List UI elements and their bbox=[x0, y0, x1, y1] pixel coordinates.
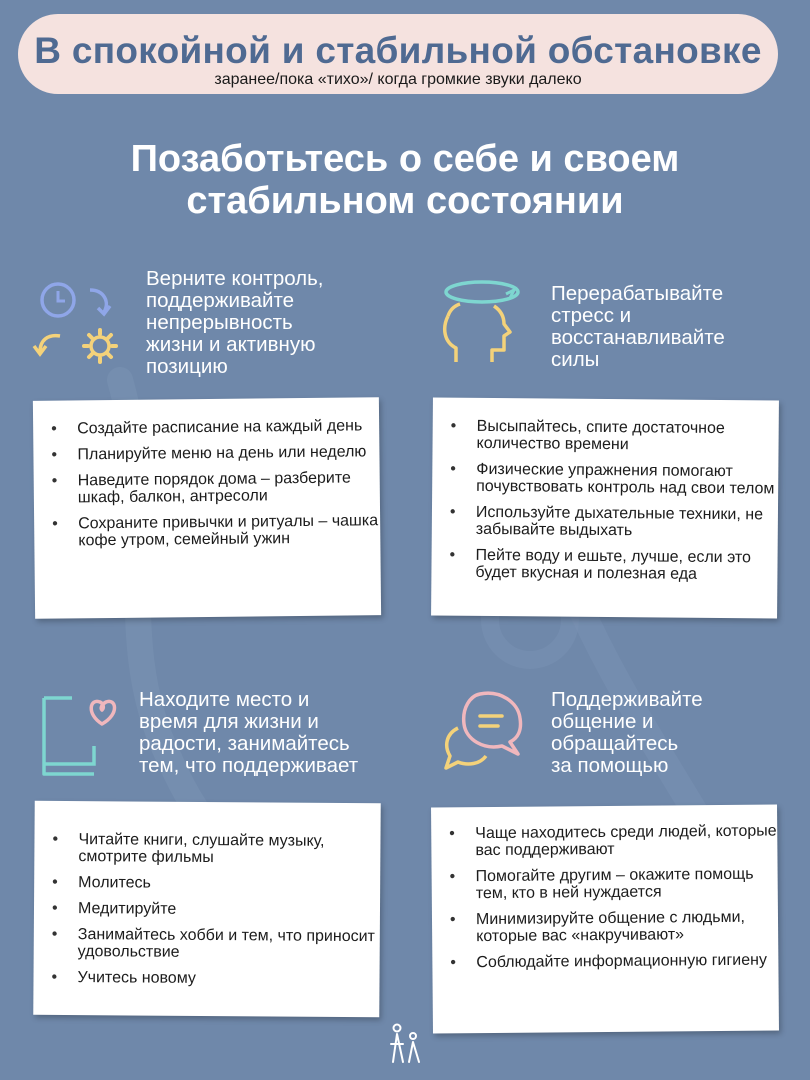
list-item: • Читайте книги, слушайте музыку, смотрите фильмы bbox=[34, 831, 380, 867]
section-title-line: общение и bbox=[551, 710, 654, 733]
section-title-line: Верните контроль, bbox=[146, 267, 324, 290]
section-title-line: жизни и активную bbox=[146, 333, 316, 356]
section-title-line: позицию bbox=[146, 355, 228, 378]
tips-card bbox=[431, 804, 779, 1033]
list-item: • Создайте расписание на каждый день bbox=[33, 417, 379, 438]
section-title bbox=[146, 268, 324, 378]
people-logo-icon bbox=[387, 1022, 423, 1066]
list-item: • Планируйте меню на день или неделю bbox=[33, 443, 379, 464]
section-title-line: Находите место и bbox=[139, 688, 310, 711]
tips-card bbox=[431, 397, 779, 618]
list-item: • Минимизируйте общение с людьми, которые вас «накручивают» bbox=[432, 908, 778, 945]
page-title-line: Позаботьтесь о себе и своем bbox=[130, 138, 680, 180]
section-title bbox=[551, 689, 703, 777]
head-recharge-icon bbox=[434, 276, 526, 368]
section-title bbox=[551, 283, 725, 371]
list-item: • Физические упражнения помогают почувствовать контроль над свои телом bbox=[432, 460, 778, 497]
list-item: • Занимайтесь хобби и тем, что приносит удовольствие bbox=[34, 926, 380, 962]
tips-card bbox=[33, 397, 381, 619]
control-cycle-icon bbox=[32, 278, 124, 370]
page-title bbox=[0, 138, 810, 222]
list-item: • Пейте воду и ешьте, лучше, если это будет вкусная и полезная еда bbox=[431, 546, 777, 583]
section-title-line: тем, что поддерживает bbox=[139, 754, 359, 777]
list-item: • Чаще находитесь среди людей, которые вас поддерживают bbox=[431, 822, 777, 859]
section-title bbox=[139, 689, 358, 777]
section-title-line: радости, занимайтесь bbox=[139, 732, 350, 755]
list-item: • Медитируйте bbox=[34, 900, 380, 919]
section-title-line: силы bbox=[551, 348, 600, 371]
chat-bubbles-icon bbox=[440, 686, 532, 778]
section-title-line: Поддерживайте bbox=[551, 688, 703, 711]
section-title-line: восстанавливайте bbox=[551, 326, 725, 349]
section-title-line: за помощью bbox=[551, 754, 669, 777]
section-title-line: непрерывность bbox=[146, 311, 293, 334]
header-subtitle: заранее/пока «тихо»/ когда громкие звуки далеко bbox=[214, 71, 582, 88]
list-item: • Высыпайтесь, спите достаточное количество времени bbox=[432, 417, 778, 454]
list-item: • Помогайте другим – окажите помощь тем, кто в ней нуждается bbox=[432, 865, 778, 902]
section-title-line: Перерабатывайте bbox=[551, 282, 724, 305]
list-item: • Учитесь новому bbox=[33, 969, 379, 988]
section-title-line: стресс и bbox=[551, 304, 632, 327]
list-item: • Соблюдайте информационную гигиену bbox=[432, 951, 778, 971]
page-title-line: стабильном состоянии bbox=[186, 180, 624, 222]
header-title: В спокойной и стабильной обстановке bbox=[34, 30, 762, 71]
header-pill bbox=[18, 14, 778, 94]
section-title-line: поддерживайте bbox=[146, 289, 295, 312]
tips-card bbox=[33, 801, 380, 1017]
list-item: • Используйте дыхательные техники, не забывайте выдыхать bbox=[432, 503, 778, 540]
list-item: • Молитесь bbox=[34, 874, 380, 893]
list-item: • Сохраните привычки и ритуалы – чашка кофе утром, семейный ужин bbox=[34, 512, 380, 550]
book-heart-icon bbox=[36, 690, 128, 782]
list-item: • Наведите порядок дома – разберите шкаф, балкон, антресоли bbox=[34, 469, 380, 507]
section-title-line: обращайтесь bbox=[551, 732, 679, 755]
section-title-line: время для жизни и bbox=[139, 710, 319, 733]
